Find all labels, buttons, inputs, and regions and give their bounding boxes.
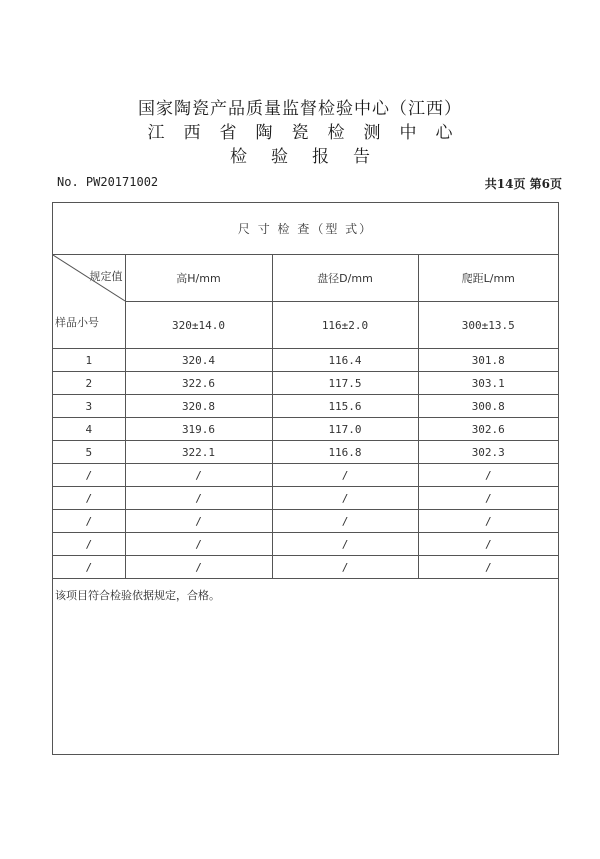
creepage-value: / bbox=[418, 464, 558, 487]
diameter-value: / bbox=[272, 556, 418, 579]
center-name-title: 国家陶瓷产品质量监督检验中心（江西） bbox=[138, 99, 462, 119]
table-row bbox=[53, 395, 558, 418]
height-value: / bbox=[125, 533, 272, 556]
report-number: No. PW20171002 bbox=[57, 175, 159, 189]
table-row bbox=[53, 556, 558, 579]
sample-number: / bbox=[53, 487, 125, 510]
conclusion-text: 该项目符合检验依据规定，合格。 bbox=[55, 589, 220, 602]
creepage-value: / bbox=[418, 510, 558, 533]
height-value: / bbox=[125, 464, 272, 487]
table-row bbox=[53, 487, 558, 510]
creepage-value: / bbox=[418, 533, 558, 556]
table-row bbox=[53, 464, 558, 487]
column-header-height: 高H/mm bbox=[125, 255, 272, 302]
diameter-value: / bbox=[272, 510, 418, 533]
height-value: / bbox=[125, 510, 272, 533]
sample-number: 5 bbox=[53, 441, 125, 464]
report-title: 检验报告 bbox=[230, 147, 394, 167]
creepage-value: / bbox=[418, 487, 558, 510]
height-value: 322.1 bbox=[125, 441, 272, 464]
table-row bbox=[53, 418, 558, 441]
table-row bbox=[53, 441, 558, 464]
page-info: 共14页 第6页 bbox=[484, 177, 562, 191]
creepage-value: 302.3 bbox=[418, 441, 558, 464]
diameter-value: 117.5 bbox=[272, 372, 418, 395]
dimension-table bbox=[53, 203, 558, 579]
table-row bbox=[53, 533, 558, 556]
nominal-creepage: 300±13.5 bbox=[418, 302, 558, 349]
report-frame bbox=[52, 202, 559, 755]
height-value: / bbox=[125, 556, 272, 579]
table-row bbox=[53, 349, 558, 372]
nominal-diameter: 116±2.0 bbox=[272, 302, 418, 349]
sample-number: / bbox=[53, 510, 125, 533]
nominal-height: 320±14.0 bbox=[125, 302, 272, 349]
creepage-value: / bbox=[418, 556, 558, 579]
spec-value-label: 规定值 bbox=[89, 270, 123, 283]
diameter-value: / bbox=[272, 464, 418, 487]
section-title: 尺 寸 检 查（型 式） bbox=[53, 203, 558, 255]
diagonal-header-cell bbox=[53, 255, 125, 349]
sample-number: 3 bbox=[53, 395, 125, 418]
creepage-value: 301.8 bbox=[418, 349, 558, 372]
table-row bbox=[53, 372, 558, 395]
height-value: 320.4 bbox=[125, 349, 272, 372]
sample-number: / bbox=[53, 556, 125, 579]
height-value: 322.6 bbox=[125, 372, 272, 395]
creepage-value: 302.6 bbox=[418, 418, 558, 441]
column-header-diameter: 盘径D/mm bbox=[272, 255, 418, 302]
sample-number-label: 样品小号 bbox=[55, 316, 99, 329]
center-subtitle: 江西省陶瓷检测中心 bbox=[147, 123, 472, 143]
height-value: 320.8 bbox=[125, 395, 272, 418]
sample-number: 2 bbox=[53, 372, 125, 395]
diameter-value: / bbox=[272, 487, 418, 510]
sample-number: 1 bbox=[53, 349, 125, 372]
diameter-value: 116.4 bbox=[272, 349, 418, 372]
creepage-value: 300.8 bbox=[418, 395, 558, 418]
sample-number: / bbox=[53, 533, 125, 556]
column-header-creepage: 爬距L/mm bbox=[418, 255, 558, 302]
creepage-value: 303.1 bbox=[418, 372, 558, 395]
diameter-value: 116.8 bbox=[272, 441, 418, 464]
table-row bbox=[53, 510, 558, 533]
diameter-value: 115.6 bbox=[272, 395, 418, 418]
height-value: / bbox=[125, 487, 272, 510]
sample-number: 4 bbox=[53, 418, 125, 441]
height-value: 319.6 bbox=[125, 418, 272, 441]
diameter-value: / bbox=[272, 533, 418, 556]
sample-number: / bbox=[53, 464, 125, 487]
diameter-value: 117.0 bbox=[272, 418, 418, 441]
